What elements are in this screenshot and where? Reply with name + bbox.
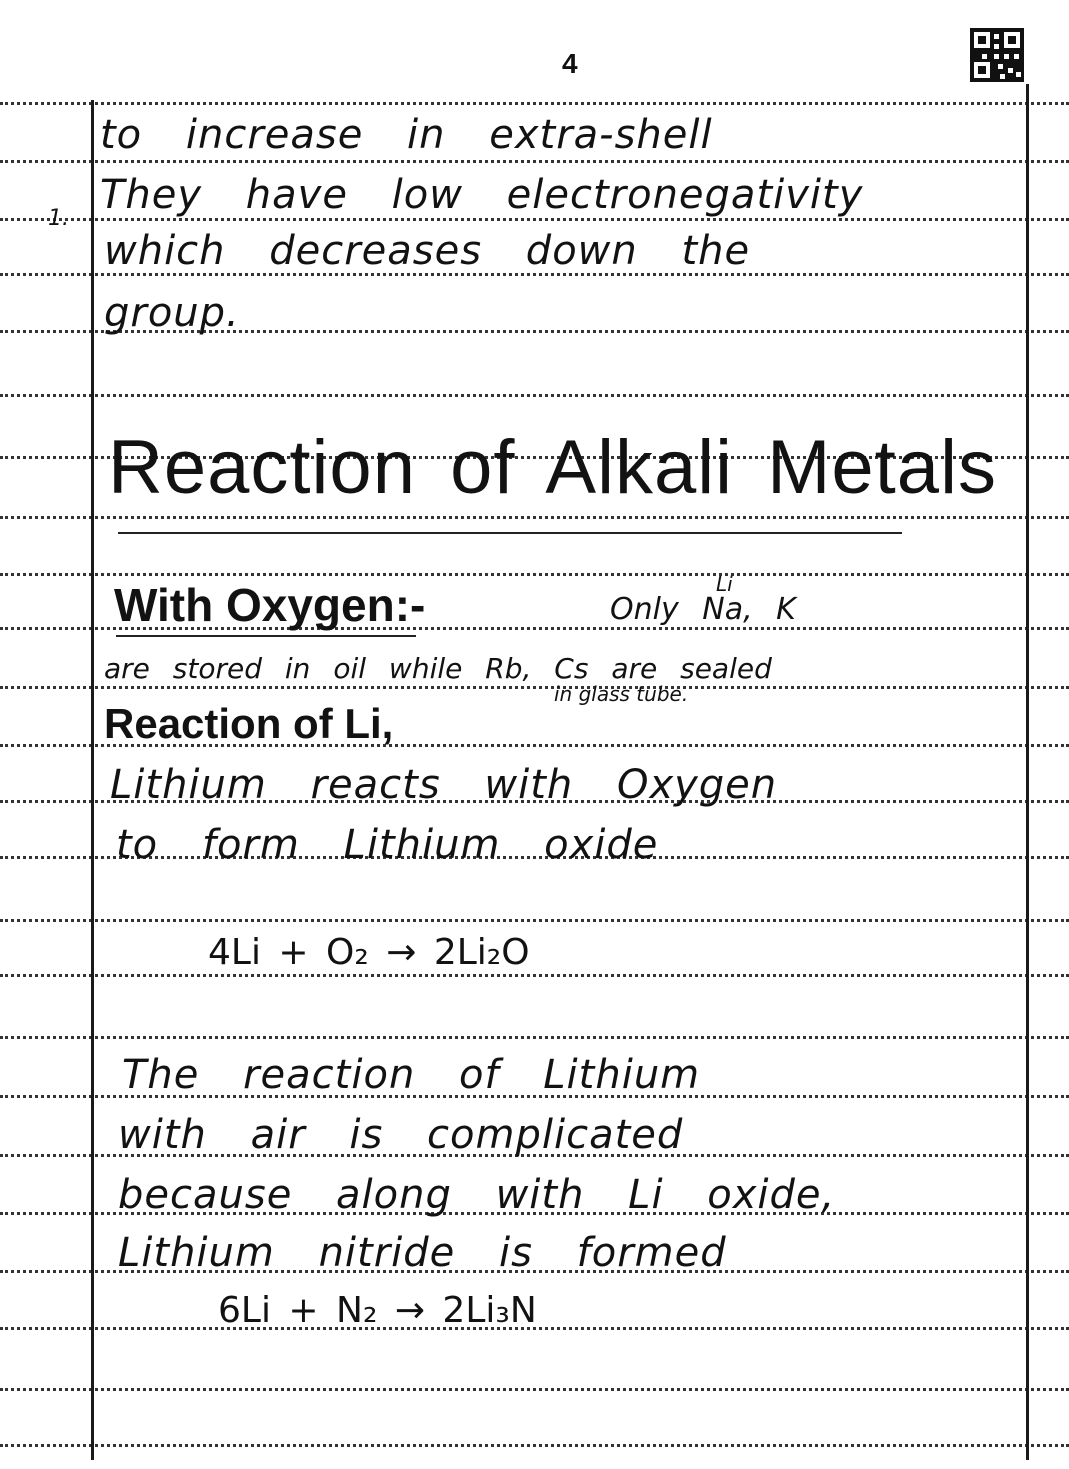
text-line: to increase in extra-shell <box>100 112 713 158</box>
ruled-line <box>0 1036 1069 1039</box>
text-line: group. <box>104 290 240 336</box>
ruled-line <box>0 573 1069 576</box>
text-line: Lithium reacts with Oxygen <box>110 762 778 808</box>
ruled-line <box>0 160 1069 163</box>
ruled-line <box>0 1444 1069 1447</box>
superscript-note: Li <box>716 572 733 596</box>
only-metals-text: Only Na, K <box>610 592 796 627</box>
list-number: 1. <box>48 206 69 231</box>
ruled-line <box>0 1388 1069 1391</box>
chemical-equation: 4Li + O₂ → 2Li₂O <box>208 932 530 973</box>
text-line: with air is complicated <box>118 1112 684 1158</box>
text-line: to form Lithium oxide <box>116 822 659 868</box>
chemical-equation: 6Li + N₂ → 2Li₃N <box>218 1290 537 1331</box>
ruled-line <box>0 686 1069 689</box>
ruled-line <box>0 974 1069 977</box>
ruled-line <box>0 102 1069 105</box>
page-number: 4 <box>562 48 578 79</box>
section-heading: Reaction of Alkali Metals <box>108 425 997 510</box>
right-margin-line <box>1026 84 1029 1460</box>
ruled-line <box>0 394 1069 397</box>
text-line: because along with Li oxide, <box>118 1172 836 1218</box>
ruled-line <box>0 218 1069 221</box>
inserted-note: in glass tube. <box>554 682 689 706</box>
text-line: They have low electronegativity <box>100 172 864 218</box>
ruled-line <box>0 516 1069 519</box>
subheading: With Oxygen:- <box>114 579 426 631</box>
subheading-underline <box>116 635 416 637</box>
heading-underline <box>118 532 902 534</box>
qr-code-icon <box>970 28 1024 82</box>
text-line: Lithium nitride is formed <box>118 1230 727 1276</box>
ruled-line <box>0 919 1069 922</box>
text-line: are stored in oil while Rb, Cs are sealed <box>104 652 772 685</box>
left-margin-line <box>91 100 94 1460</box>
text-line: which decreases down the <box>104 228 751 274</box>
subheading-reaction-li: Reaction of Li, <box>104 700 394 747</box>
text-line: The reaction of Lithium <box>122 1052 701 1098</box>
